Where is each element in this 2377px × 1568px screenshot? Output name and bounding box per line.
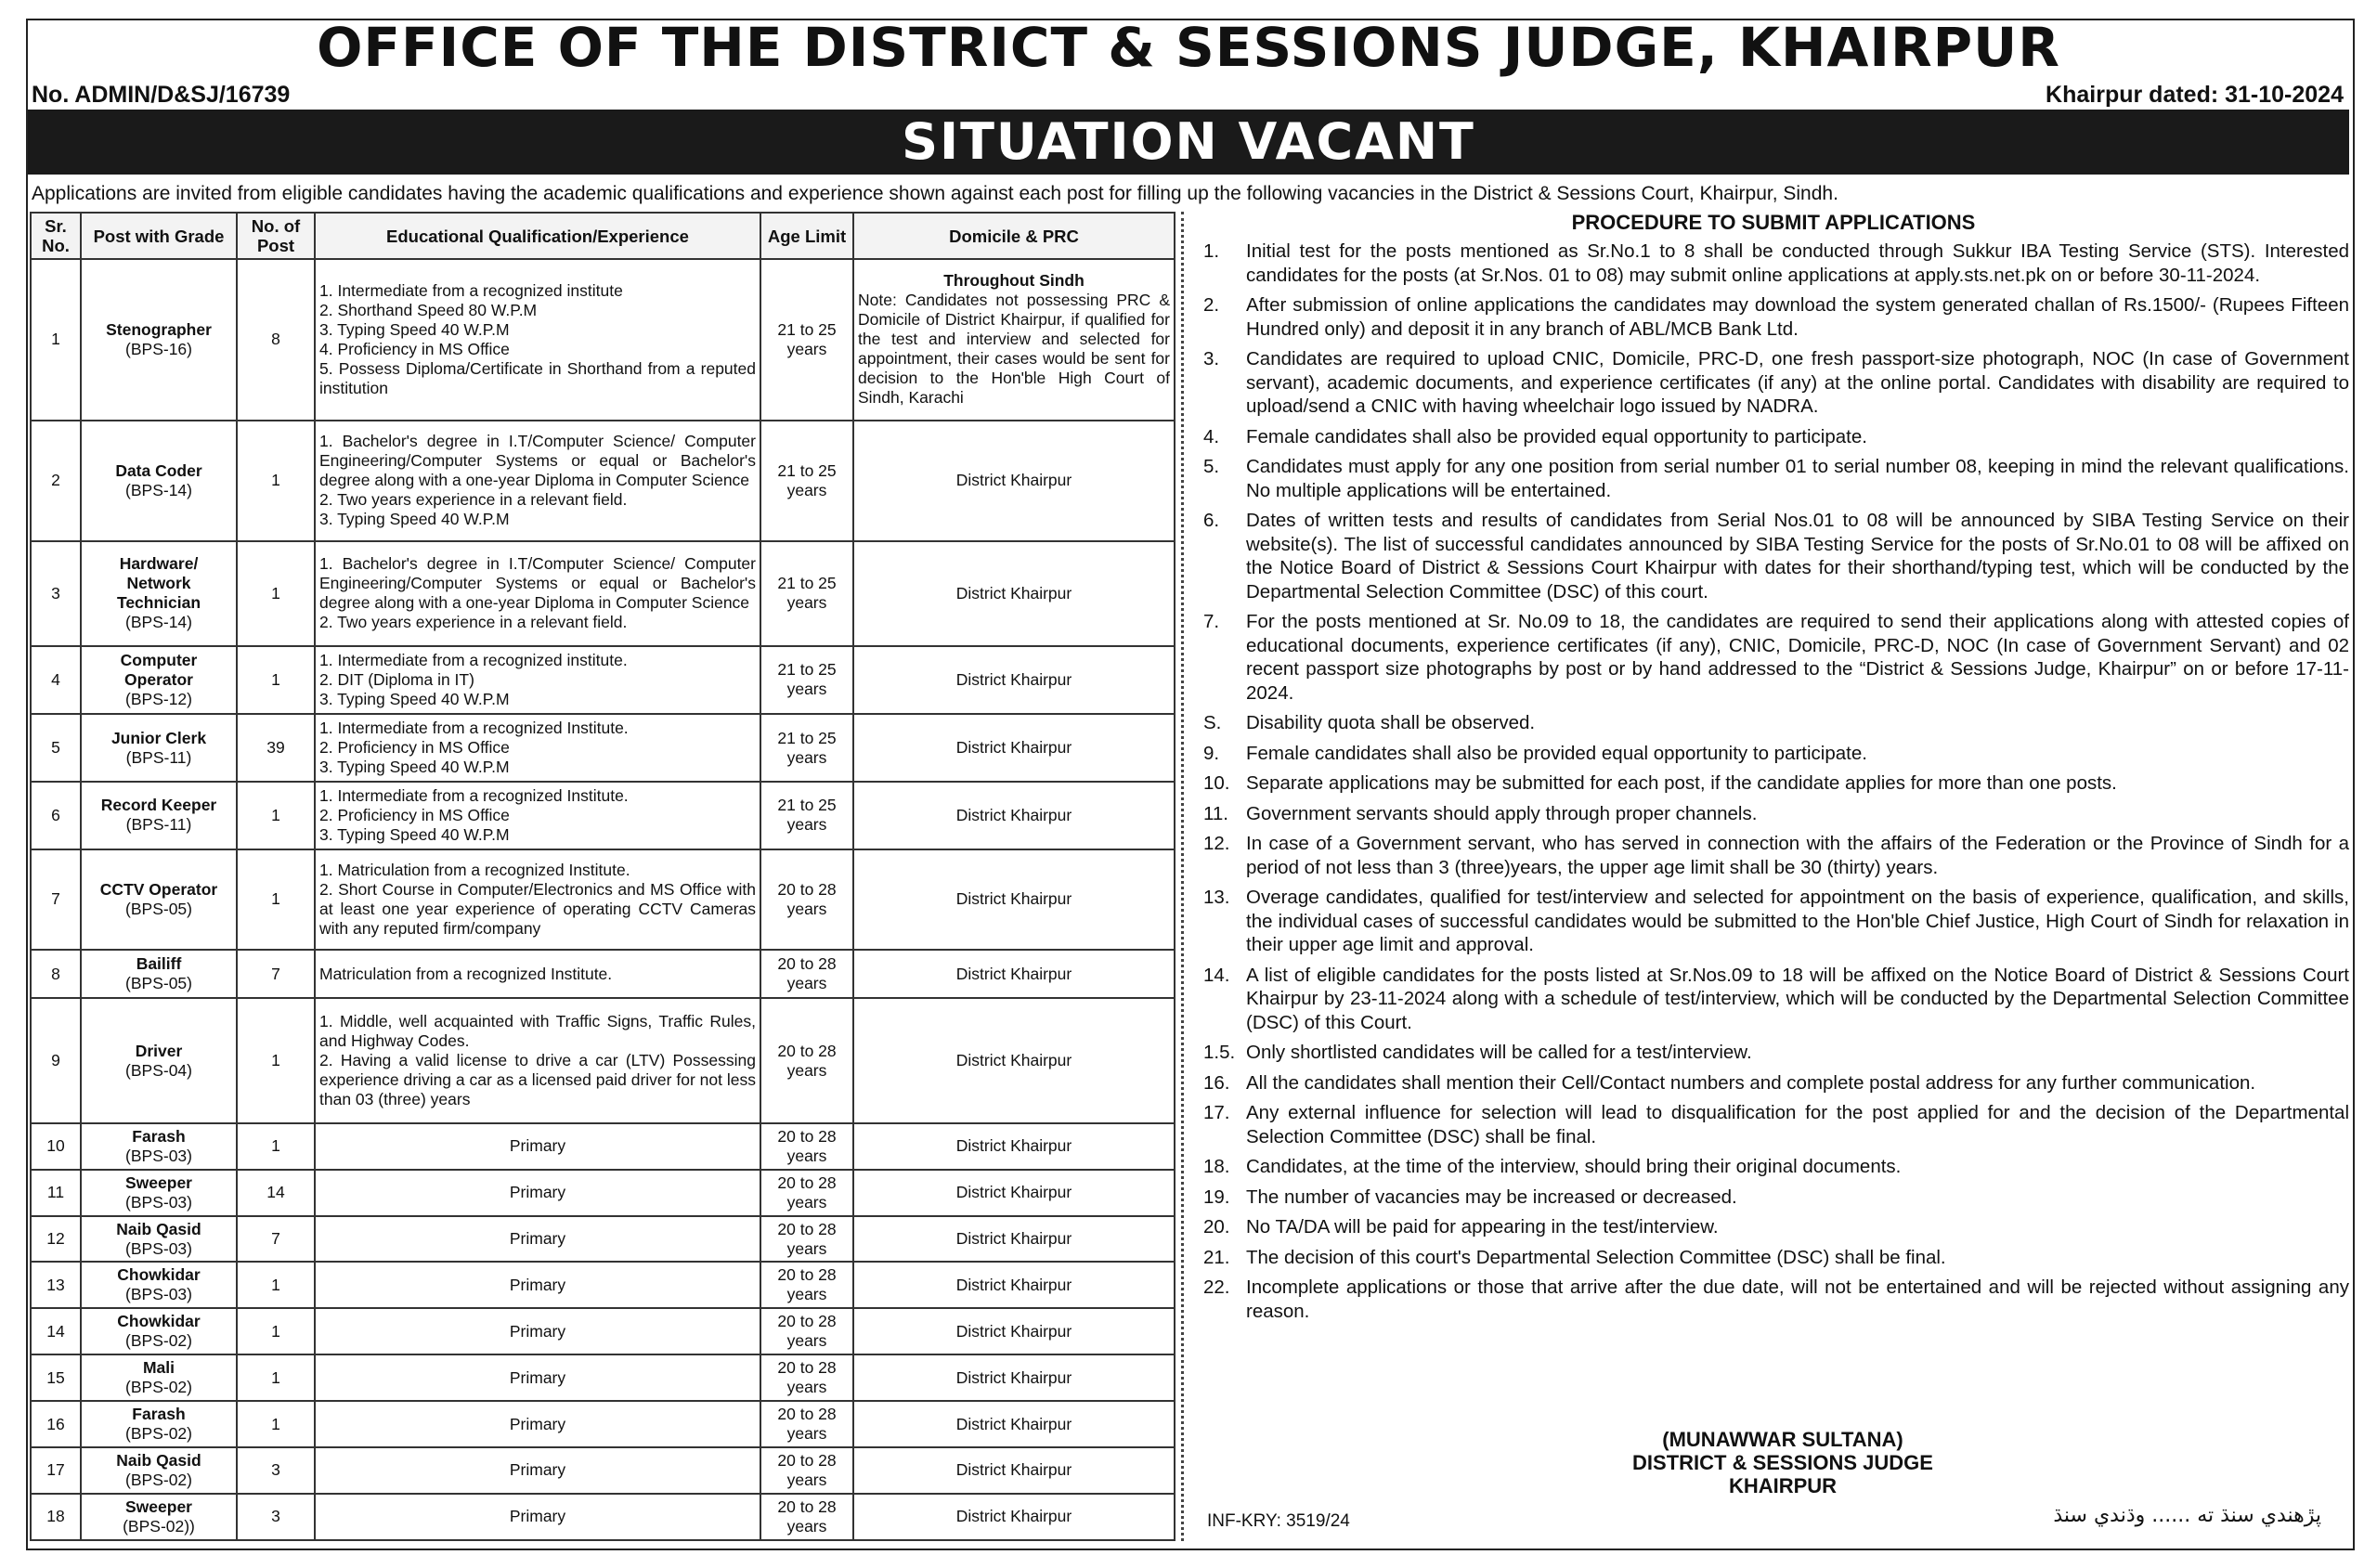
age-limit-cell: 20 to 28 years (760, 1170, 853, 1216)
procedure-text: The number of vacancies may be increased or decreased. (1246, 1186, 1737, 1208)
procedure-text: Female candidates shall also be provided equal opportunity to participate. (1246, 742, 1867, 764)
domicile-cell: District Khairpur (853, 541, 1175, 646)
age-limit-cell: 20 to 28 years (760, 1447, 853, 1494)
procedure-text: All the candidates shall mention their Cell/Contact numbers and complete postal address for any further communication. (1246, 1071, 2256, 1094)
post-grade: (BPS-14) (125, 480, 192, 499)
qualification-cell (315, 646, 760, 715)
qualification-line: Primary (509, 1367, 566, 1387)
table-header-row (31, 213, 1175, 259)
post-cell (81, 1170, 237, 1216)
procedure-item (1203, 1101, 2349, 1148)
qualification-line: 2. DIT (Diploma in IT) (319, 669, 474, 689)
post-count-cell: 8 (237, 259, 315, 421)
procedure-item (1203, 347, 2349, 419)
table-row (31, 541, 1175, 646)
post-cell (81, 646, 237, 715)
table-row (31, 998, 1175, 1123)
procedure-text: The decision of this court's Departmental Selection Committee (DSC) shall be final. (1246, 1246, 1946, 1268)
post-name: Data Coder (115, 460, 202, 480)
procedure-text: Candidates are required to upload CNIC, Domicile, PRC-D, one fresh passport-size photograph, NOC (In case of Government servant), academic documents, and experience certificates (if any) at the online portal. Candidates with disability are required to upload/send a CNIC with having wheelchair logo issued by NADRA. (1246, 348, 2349, 417)
sr-cell: 17 (31, 1447, 81, 1494)
procedure-item (1203, 802, 2349, 826)
age-limit-cell: 20 to 28 years (760, 1494, 853, 1540)
post-cell (81, 1262, 237, 1308)
table-row (31, 421, 1175, 541)
table-row (31, 1308, 1175, 1354)
procedure-list (1203, 240, 2349, 1329)
procedure-title: PROCEDURE TO SUBMIT APPLICATIONS (1571, 211, 1976, 234)
procedure-text: After submission of online applications the candidates may download the system generated challan of Rs.1500/- (Rupees Fifteen Hundred only) and deposit it in any branch of ABL/MCB Bank Ltd. (1246, 294, 2349, 340)
sr-cell: 12 (31, 1216, 81, 1263)
procedure-text: Incomplete applications or those that arrive after the due date, will not be entertained and will be rejected without assigning any reason. (1246, 1276, 2349, 1322)
column-divider (1181, 212, 1184, 1541)
qualification-line: 3. Typing Speed 40 W.P.M (319, 824, 510, 844)
domicile-cell: District Khairpur (853, 1170, 1175, 1216)
post-name: Mali (142, 1358, 175, 1378)
post-count-cell: 1 (237, 998, 315, 1123)
table-row (31, 1354, 1175, 1401)
procedure-text: Disability quota shall be observed. (1246, 712, 1536, 733)
domicile-cell: District Khairpur (853, 1216, 1175, 1263)
judge-designation: DISTRICT & SESSIONS JUDGE (1632, 1451, 1933, 1474)
procedure-item (1203, 771, 2349, 796)
qualification-line: 4. Proficiency in MS Office (319, 339, 510, 358)
qualification-line: Primary (509, 1136, 566, 1156)
post-grade: (BPS-05) (125, 974, 192, 993)
post-count-cell: 1 (237, 646, 315, 715)
qualification-cell (315, 849, 760, 950)
procedure-number: 17. (1203, 1102, 1230, 1123)
domicile-cell: District Khairpur (853, 1123, 1175, 1170)
sr-cell: 8 (31, 950, 81, 998)
procedure-number: S. (1203, 712, 1222, 733)
post-grade: (BPS-11) (125, 747, 192, 767)
age-limit-cell: 21 to 25 years (760, 714, 853, 782)
post-count-cell: 3 (237, 1494, 315, 1540)
qualification-line: Primary (509, 1414, 566, 1433)
post-name: Naib Qasid (116, 1219, 201, 1238)
post-cell (81, 1354, 237, 1401)
table-row (31, 782, 1175, 849)
qualification-line: 1. Intermediate from a recognized Institute. (319, 785, 629, 805)
age-limit-cell: 20 to 28 years (760, 849, 853, 950)
procedure-item (1203, 1186, 2349, 1210)
post-name: Farash (132, 1126, 186, 1146)
sr-cell: 6 (31, 782, 81, 849)
table-row (31, 1170, 1175, 1216)
sr-cell: 14 (31, 1308, 81, 1354)
procedure-number: 10. (1203, 772, 1230, 794)
post-grade: (BPS-02) (125, 1470, 192, 1489)
procedure-item (1203, 711, 2349, 735)
post-grade: (BPS-03) (125, 1285, 192, 1304)
domicile-note: Note: Candidates not possessing PRC & Domicile of District Khairpur, if qualified for the test and interview and selected for appointment, their cases would be sent for decision to the Hon'ble High Court of Sindh, Karachi (858, 291, 1170, 408)
domicile-cell: District Khairpur (853, 1401, 1175, 1447)
qualification-line: 1. Intermediate from a recognized institute (319, 280, 623, 300)
qualification-line: 2. Two years experience in a relevant field. (319, 613, 628, 632)
judge-place: KHAIRPUR (1728, 1474, 1838, 1497)
age-limit-cell: 20 to 28 years (760, 1401, 853, 1447)
sr-cell: 7 (31, 849, 81, 950)
qualification-cell (315, 1262, 760, 1308)
post-count-cell: 1 (237, 849, 315, 950)
procedure-item (1203, 425, 2349, 449)
qualification-line: 1. Matriculation from a recognized Institute. (319, 860, 630, 879)
qualification-cell (315, 421, 760, 541)
procedure-item (1203, 1246, 2349, 1270)
qualification-cell (315, 1308, 760, 1354)
post-cell (81, 849, 237, 950)
qualification-line: 5. Possess Diploma/Certificate in Shorthand from a reputed institution (319, 358, 756, 397)
table-row (31, 1447, 1175, 1494)
post-name: Record Keeper (100, 796, 217, 815)
sr-cell: 18 (31, 1494, 81, 1540)
office-title: OFFICE OF THE DISTRICT & SESSIONS JUDGE, KHAIRPUR (317, 16, 2060, 79)
post-cell (81, 541, 237, 646)
post-name: Driver (135, 1041, 183, 1060)
sr-cell: 15 (31, 1354, 81, 1401)
post-count-cell: 1 (237, 1262, 315, 1308)
post-name: Stenographer (106, 319, 212, 339)
qualification-line: Primary (509, 1507, 566, 1526)
domicile-cell: District Khairpur (853, 1308, 1175, 1354)
post-name: Sweeper (125, 1173, 192, 1192)
vacancy-table-body (31, 259, 1175, 1540)
qualification-line: 1. Intermediate from a recognized Institute. (319, 719, 629, 738)
qualification-line: 2. Short Course in Computer/Electronics and MS Office with at least one year experience of operating CCTV Cameras with any reputed firm/company (319, 879, 756, 938)
age-limit-cell: 21 to 25 years (760, 646, 853, 715)
procedure-number: 13. (1203, 887, 1230, 908)
procedure-item (1203, 1041, 2349, 1065)
qualification-line: 1. Bachelor's degree in I.T/Computer Science/ Computer Engineering/Computer Systems or equal or Bachelor's degree along with a one-year Diploma in Computer Science (319, 554, 756, 613)
qualification-line: 2. Shorthand Speed 80 W.P.M (319, 300, 538, 319)
situation-vacant-banner: SITUATION VACANT (28, 110, 2349, 175)
post-name: Naib Qasid (116, 1450, 201, 1470)
qualification-cell (315, 950, 760, 998)
procedure-number: 14. (1203, 964, 1230, 986)
age-limit-cell: 20 to 28 years (760, 1308, 853, 1354)
qualification-line: 1. Bachelor's degree in I.T/Computer Science/ Computer Engineering/Computer Systems or equal or Bachelor's degree along with a one-year Diploma in Computer Science (319, 432, 756, 490)
post-grade: (BPS-12) (125, 689, 192, 708)
post-name: Chowkidar (117, 1265, 201, 1285)
procedure-item (1203, 610, 2349, 705)
table-row (31, 950, 1175, 998)
post-count-cell: 1 (237, 421, 315, 541)
post-grade: (BPS-05) (125, 899, 192, 918)
age-limit-cell: 21 to 25 years (760, 541, 853, 646)
procedure-text: Dates of written tests and results of candidates from Serial Nos.01 to 08 will be announced by SIBA Testing Service on their website(s). The list of successful candidates announced by SIBA Testing Service for the posts of Sr.No.01 to 08 will be affixed on the Notice Board of District & Sessions Court Khairpur with dates for their shorthand/typing test, which will be conducted by the Departmental Selection Committee (DSC) of this court. (1246, 510, 2349, 603)
procedure-number: 12. (1203, 833, 1230, 854)
post-count-cell: 3 (237, 1447, 315, 1494)
post-name: Computer Operator (120, 650, 198, 689)
age-limit-cell: 20 to 28 years (760, 1216, 853, 1263)
age-limit-cell: 20 to 28 years (760, 1123, 853, 1170)
qualification-line: 1. Middle, well acquainted with Traffic Signs, Traffic Rules, and Highway Codes. (319, 1012, 756, 1051)
qualification-line: Matriculation from a recognized Institute. (319, 964, 613, 983)
qualification-line: 2. Proficiency in MS Office (319, 805, 510, 824)
sr-cell: 3 (31, 541, 81, 646)
post-grade: (BPS-03) (125, 1192, 192, 1212)
procedure-number: 22. (1203, 1276, 1230, 1298)
qualification-cell (315, 998, 760, 1123)
procedure-item (1203, 293, 2349, 341)
qualification-cell (315, 1447, 760, 1494)
post-count-cell: 7 (237, 950, 315, 998)
procedure-item (1203, 455, 2349, 502)
post-name: Farash (132, 1405, 186, 1424)
post-name: Hardware/ Network Technician (116, 554, 201, 613)
intro-text: Applications are invited from eligible candidates having the academic qualifications and experience shown against each post for filling up the following vacancies in the District & Sessions Court, Khairpur, Sindh. (32, 183, 1838, 204)
col-header-domicile: Domicile & PRC (853, 213, 1175, 259)
sr-cell: 13 (31, 1262, 81, 1308)
procedure-item (1203, 964, 2349, 1035)
procedure-number: 18. (1203, 1156, 1230, 1177)
qualification-cell (315, 259, 760, 421)
procedure-number: 2. (1203, 294, 1220, 316)
qualification-cell (315, 1170, 760, 1216)
procedure-text: In case of a Government servant, who has served in connection with the affairs of the Federation or the Province of Sindh for a period of not less than 3 (three)years, the upper age limit shall be 30 (thirty) years. (1246, 833, 2349, 878)
procedure-text: Female candidates shall also be provided equal opportunity to participate. (1246, 425, 1867, 447)
post-count-cell: 1 (237, 1401, 315, 1447)
post-cell (81, 1123, 237, 1170)
procedure-text: Candidates, at the time of the interview, should bring their original documents. (1246, 1156, 1902, 1177)
procedure-number: 5. (1203, 456, 1220, 477)
post-count-cell: 1 (237, 782, 315, 849)
post-count-cell: 1 (237, 1354, 315, 1401)
age-limit-cell: 20 to 28 years (760, 950, 853, 998)
sr-cell: 9 (31, 998, 81, 1123)
post-count-cell: 7 (237, 1216, 315, 1263)
col-header-age: Age Limit (760, 213, 853, 259)
post-cell (81, 714, 237, 782)
qualification-line: 3. Typing Speed 40 W.P.M (319, 758, 510, 777)
post-count-cell: 1 (237, 541, 315, 646)
qualification-line: Primary (509, 1275, 566, 1294)
table-row (31, 1494, 1175, 1540)
post-name: Junior Clerk (110, 728, 207, 747)
post-grade: (BPS-03) (125, 1238, 192, 1258)
procedure-text: Overage candidates, qualified for test/interview and selected for appointment on the basis of experience, qualification, and skills, the individual cases of successful candidates would be submitted to the Hon'ble Chief Justice, High Court of Sindh for relaxation in their upper age limit and approval. (1246, 887, 2349, 955)
post-cell (81, 259, 237, 421)
reference-number: No. ADMIN/D&SJ/16739 (32, 82, 291, 108)
qualification-line: Primary (509, 1460, 566, 1480)
post-name: Bailiff (136, 954, 182, 974)
post-grade: (BPS-02) (125, 1424, 192, 1444)
col-header-qualification: Educational Qualification/Experience (315, 213, 760, 259)
domicile-cell: District Khairpur (853, 782, 1175, 849)
sr-cell: 2 (31, 421, 81, 541)
qualification-line: Primary (509, 1229, 566, 1249)
post-grade: (BPS-02)) (123, 1516, 195, 1536)
sr-cell: 4 (31, 646, 81, 715)
domicile-cell: District Khairpur (853, 1494, 1175, 1540)
domicile-cell: District Khairpur (853, 998, 1175, 1123)
table-row (31, 1262, 1175, 1308)
inf-kry-number: INF-KRY: 3519/24 (1207, 1511, 1350, 1531)
post-grade: (BPS-02) (125, 1331, 192, 1351)
domicile-cell: District Khairpur (853, 849, 1175, 950)
post-name: CCTV Operator (99, 879, 218, 899)
post-cell (81, 950, 237, 998)
procedure-item (1203, 1215, 2349, 1239)
qualification-line: 2. Proficiency in MS Office (319, 738, 510, 758)
age-limit-cell: 20 to 28 years (760, 1354, 853, 1401)
table-row (31, 259, 1175, 421)
post-cell (81, 1401, 237, 1447)
sr-cell: 16 (31, 1401, 81, 1447)
post-count-cell: 1 (237, 1123, 315, 1170)
table-row (31, 849, 1175, 950)
post-name: Chowkidar (117, 1312, 201, 1331)
sr-cell: 1 (31, 259, 81, 421)
procedure-number: 21. (1203, 1246, 1230, 1268)
post-cell (81, 421, 237, 541)
procedure-text: Any external influence for selection will lead to disqualification for the post applied for and the decision of the Departmental Selection Committee (DSC) shall be final. (1246, 1102, 2349, 1147)
qualification-cell (315, 782, 760, 849)
sr-cell: 5 (31, 714, 81, 782)
post-grade: (BPS-11) (125, 815, 192, 835)
procedure-number: 6. (1203, 510, 1220, 531)
qualification-line: 3. Typing Speed 40 W.P.M (319, 689, 510, 708)
notice-date: Khairpur dated: 31-10-2024 (2046, 82, 2344, 108)
sr-cell: 10 (31, 1123, 81, 1170)
post-cell (81, 1216, 237, 1263)
procedure-item (1203, 832, 2349, 879)
age-limit-cell: 20 to 28 years (760, 998, 853, 1123)
procedure-number: 20. (1203, 1216, 1230, 1238)
post-cell (81, 782, 237, 849)
post-cell (81, 1447, 237, 1494)
post-grade: (BPS-02) (125, 1378, 192, 1397)
post-grade: (BPS-14) (125, 613, 192, 632)
procedure-item (1203, 240, 2349, 287)
post-name: Sweeper (125, 1497, 192, 1516)
domicile-cell (853, 259, 1175, 421)
domicile-cell: District Khairpur (853, 1354, 1175, 1401)
table-row (31, 1123, 1175, 1170)
procedure-text: For the posts mentioned at Sr. No.09 to 18, the candidates are required to send their applications along with attested copies of educational documents, experience certificates (if any), CNIC, Domicile, PRC-D, NOC (In case of Government Servant) and 02 recent passport size photographs by post or by hand addressed to the “District & Sessions Judge, Khairpur” on or before 17-11-2024. (1246, 611, 2349, 704)
qualification-line: 2. Two years experience in a relevant field. (319, 490, 628, 510)
post-cell (81, 998, 237, 1123)
table-row (31, 714, 1175, 782)
procedure-item (1203, 1155, 2349, 1179)
qualification-cell (315, 541, 760, 646)
procedure-number: 16. (1203, 1071, 1230, 1094)
procedure-item (1203, 1071, 2349, 1095)
domicile-cell: District Khairpur (853, 646, 1175, 715)
signature-block (1430, 1428, 2136, 1497)
procedure-number: 19. (1203, 1186, 1230, 1208)
qualification-cell (315, 1354, 760, 1401)
procedure-number: 1.5. (1203, 1042, 1236, 1063)
table-row (31, 1216, 1175, 1263)
domicile-cell: District Khairpur (853, 1447, 1175, 1494)
domicile-cell: District Khairpur (853, 714, 1175, 782)
qualification-line: 3. Typing Speed 40 W.P.M (319, 319, 510, 339)
qualification-line: 2. Having a valid license to drive a car (LTV) Possessing experience driving a car as a licensed paid driver for not less than 03 (three) years (319, 1051, 756, 1109)
post-cell (81, 1494, 237, 1540)
procedure-number: 3. (1203, 348, 1220, 369)
domicile-heading: Throughout Sindh (943, 271, 1085, 291)
procedure-text: Government servants should apply through proper channels. (1246, 802, 1758, 824)
post-cell (81, 1308, 237, 1354)
qualification-cell (315, 714, 760, 782)
procedure-number: 11. (1203, 802, 1228, 824)
vacancy-table (30, 212, 1176, 1541)
procedure-text: Separate applications may be submitted for each post, if the candidate applies for more than one posts. (1246, 772, 2117, 794)
procedure-number: 7. (1203, 611, 1220, 632)
qualification-line: 1. Intermediate from a recognized institute. (319, 650, 628, 669)
sindhi-slogan: پڙهندي سنڌ ته ...... وڌندي سنڌ (2053, 1504, 2321, 1527)
domicile-cell: District Khairpur (853, 950, 1175, 998)
qualification-line: Primary (509, 1321, 566, 1341)
post-grade: (BPS-04) (125, 1060, 192, 1080)
post-count-cell: 39 (237, 714, 315, 782)
col-header-count: No. of Post (237, 213, 315, 259)
age-limit-cell: 20 to 28 years (760, 1262, 853, 1308)
sr-cell: 11 (31, 1170, 81, 1216)
procedure-item (1203, 886, 2349, 957)
procedure-text: Only shortlisted candidates will be called for a test/interview. (1246, 1042, 1752, 1063)
qualification-cell (315, 1494, 760, 1540)
procedure-text: Candidates must apply for any one position from serial number 01 to serial number 08, keeping in mind the relevant qualifications. No multiple applications will be entertained. (1246, 456, 2349, 501)
age-limit-cell: 21 to 25 years (760, 421, 853, 541)
post-grade: (BPS-16) (125, 339, 192, 358)
age-limit-cell: 21 to 25 years (760, 782, 853, 849)
table-row (31, 1401, 1175, 1447)
domicile-cell: District Khairpur (853, 1262, 1175, 1308)
col-header-post: Post with Grade (81, 213, 237, 259)
qualification-cell (315, 1123, 760, 1170)
domicile-cell: District Khairpur (853, 421, 1175, 541)
procedure-item (1203, 509, 2349, 603)
procedure-item (1203, 1276, 2349, 1323)
post-grade: (BPS-03) (125, 1146, 192, 1165)
procedure-number: 4. (1203, 425, 1220, 447)
procedure-text: A list of eligible candidates for the posts listed at Sr.Nos.09 to 18 will be affixed on the Notice Board of District & Sessions Court Khairpur by 23-11-2024 along with a schedule of test/interview, which will be conducted by the Departmental Selection Committee (DSC) of this Court. (1246, 964, 2349, 1033)
judge-name: (MUNAWWAR SULTANA) (1662, 1428, 1903, 1451)
procedure-text: Initial test for the posts mentioned as Sr.No.1 to 8 shall be conducted through Sukkur IBA Testing Service (STS). Interested candidates for the posts (at Sr.Nos. 01 to 08) may submit online applications at apply.sts.net.pk on or before 30-11-2024. (1246, 240, 2349, 286)
qualification-cell (315, 1216, 760, 1263)
procedure-number: 9. (1203, 742, 1220, 764)
col-header-sr: Sr. No. (31, 213, 81, 259)
procedure-text: No TA/DA will be paid for appearing in the test/interview. (1246, 1216, 1719, 1238)
qualification-line: 3. Typing Speed 40 W.P.M (319, 510, 510, 529)
post-count-cell: 1 (237, 1308, 315, 1354)
post-count-cell: 14 (237, 1170, 315, 1216)
qualification-cell (315, 1401, 760, 1447)
age-limit-cell: 21 to 25 years (760, 259, 853, 421)
procedure-item (1203, 742, 2349, 766)
table-row (31, 646, 1175, 715)
qualification-line: Primary (509, 1183, 566, 1202)
procedure-number: 1. (1203, 240, 1220, 262)
